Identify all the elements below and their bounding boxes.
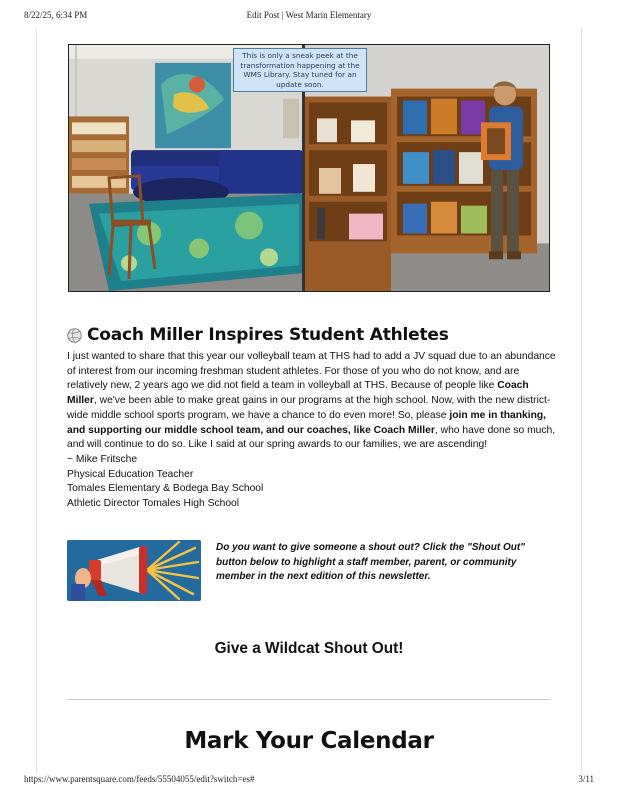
print-footer [24, 774, 594, 788]
volleyball-icon [67, 328, 82, 343]
signature-name: ~ Mike Fritsche [67, 453, 138, 465]
section-divider [67, 699, 551, 700]
library-photo [68, 44, 550, 292]
article-paragraph-part: , who have done so much, and will continue to do so. Like I said at our spring awards to our families, we are ascending! [67, 424, 556, 451]
print-url[interactable]: https://www.parentsquare.com/feeds/55504055/edit?switch=es# [24, 774, 255, 784]
article-title: Coach Miller Inspires Student Athletes [87, 325, 449, 345]
article-paragraph-part: I just wanted to share that this year our volleyball team at THS had to add a JV squad due to an abundance of interest from our incoming freshman student athletes. For those of you who do not know, and are relatively new, 2 years ago we did not field a team in volleyball at THS. Because of people like [67, 351, 556, 392]
print-header [24, 10, 594, 24]
megaphone-icon [67, 540, 201, 601]
signature-role: Physical Education Teacher [67, 468, 194, 480]
print-date: 8/22/25, 6:34 PM [24, 10, 88, 20]
article-bold-text: join me in thanking, and supporting our middle school team, and our coaches, like Coach Miller [67, 409, 547, 436]
shout-out-button[interactable]: Give a Wildcat Shout Out! [214, 640, 404, 657]
print-page-title: Edit Post | West Marin Elementary [246, 10, 372, 20]
article-paragraph-part: , we've been able to make great gains in our programs at the high school. Now, with the new district-wide middle school sports program, we have a chance to do even more! So, please [67, 395, 551, 421]
signature-athletic-director: Athletic Director Tomales High School [67, 498, 240, 510]
photo-caption: This is only a sneak peek at the transformation happening at the WMS Library. Stay tuned for an update soon. [233, 48, 367, 92]
print-page-number: 3/11 [578, 774, 594, 784]
article-body [67, 350, 557, 512]
shout-out-description: Do you want to give someone a shout out? Click the "Shout Out" button below to highlight a staff member, parent, or community member in the next edition of this newsletter. [216, 542, 525, 583]
article-heading [67, 324, 449, 346]
signature-school: Tomales Elementary & Bodega Bay School [67, 483, 264, 495]
article-bold-text: Coach Miller [67, 380, 529, 407]
mark-your-calendar-heading: Mark Your Calendar [184, 728, 434, 754]
